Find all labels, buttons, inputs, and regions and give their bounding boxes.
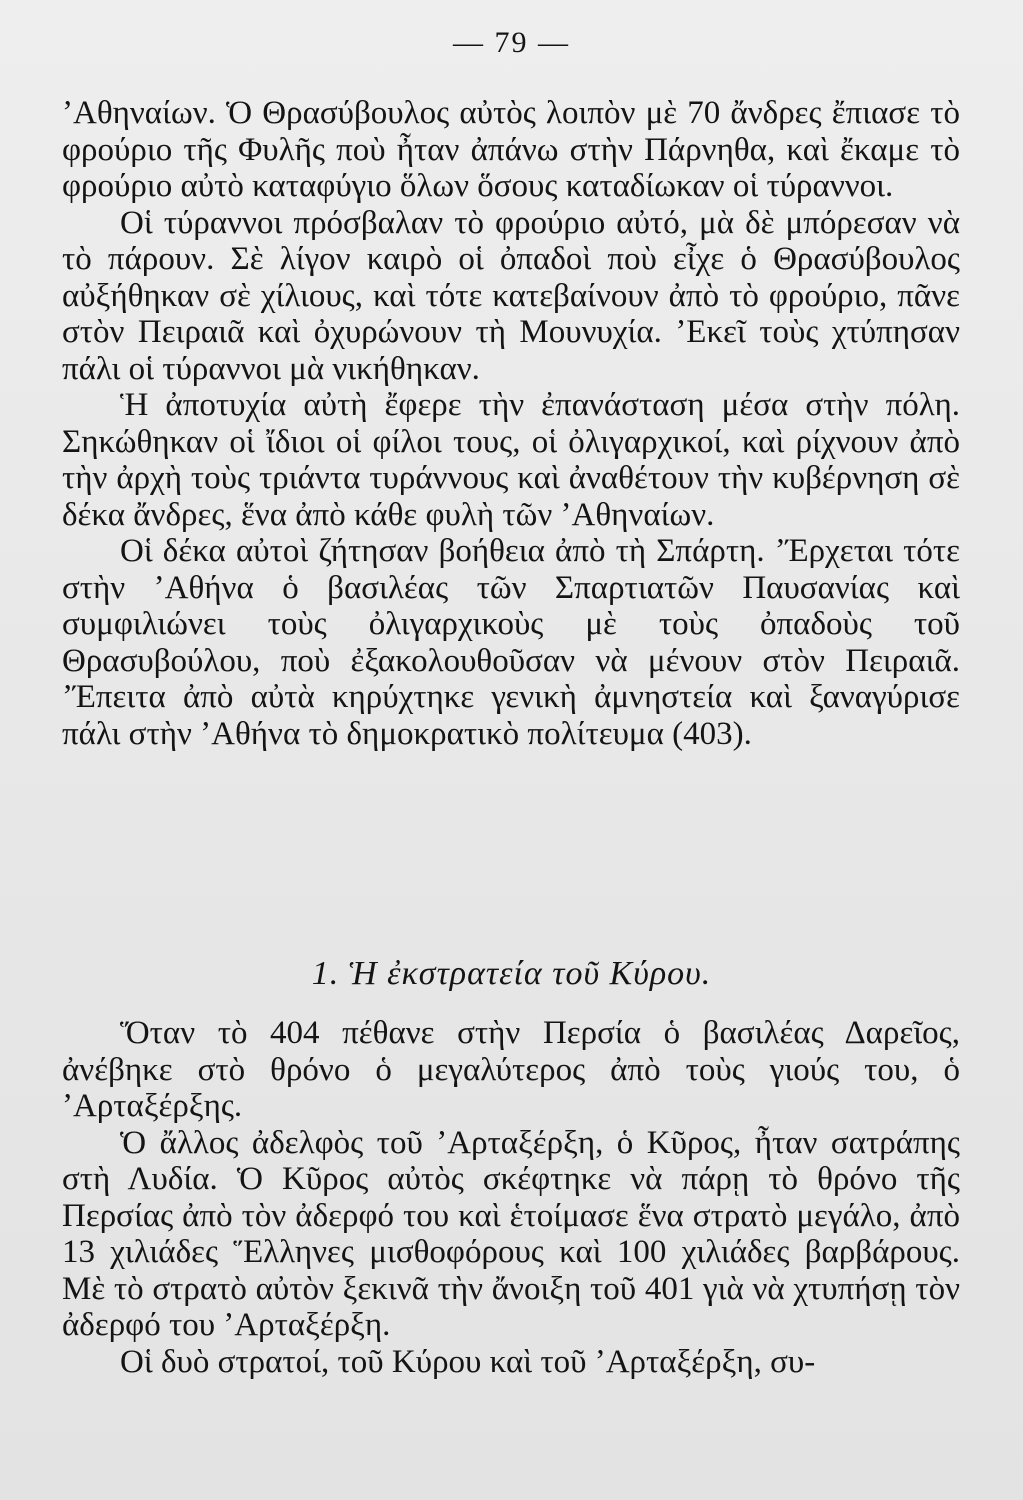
paragraph: Οἱ δέκα αὐτοὶ ζήτησαν βοήθεια ἀπὸ τὴ Σπάρτη. ʼΈρχεται τότε στὴν ʼΑθήνα ὁ βασιλέας τῶν Σπαρτιατῶν Παυσανίας καὶ συμφιλιώνει τοὺς ὀλιγαρχικοὺς μὲ τοὺς ὀπαδοὺς τοῦ Θρασυβούλου, ποὺ ἐξακολουθοῦσαν νὰ μένουν στὸν Πειραιᾶ. ʼΈπειτα ἀπὸ αὐτὰ κηρύχτηκε γενικὴ ἀμνηστεία καὶ ξαναγύρισε πάλι στὴν ʼΑθήνα τὸ δημοκρατικὸ πολίτευμα (403). xyxy=(62,533,960,752)
text-block-top xyxy=(62,95,960,752)
text-block-bottom xyxy=(62,1015,960,1380)
paragraph: Ὁ ἄλλος ἀδελφὸς τοῦ ʼΑρταξέρξη, ὁ Κῦρος, ἦταν σατράπης στὴ Λυδία. Ὁ Κῦρος αὐτὸς σκέφτηκε νὰ πάρῃ τὸ θρόνο τῆς Περσίας ἀπὸ τὸν ἀδερφό του καὶ ἑτοίμασε ἕνα στρατὸ μεγάλο, ἀπὸ 13 χιλιάδες Ἕλληνες μισθοφόρους καὶ 100 χιλιάδες βαρβάρους. Μὲ τὸ στρατὸ αὐτὸν ξεκινᾶ τὴν ἄνοιξη τοῦ 401 γιὰ νὰ χτυπήσῃ τὸν ἀδερφό του ʼΑρταξέρξη. xyxy=(62,1124,960,1343)
paragraph: Ἡ ἀποτυχία αὐτὴ ἔφερε τὴν ἐπανάσταση μέσα στὴν πόλη. Σηκώθηκαν οἱ ἴδιοι οἱ φίλοι τους, οἱ ὀλιγαρχικοί, καὶ ρίχνουν ἀπὸ τὴν ἀρχὴ τοὺς τριάντα τυράννους καὶ ἀναθέτουν τὴν κυβέρνηση σὲ δέκα ἄνδρες, ἕνα ἀπὸ κάθε φυλὴ τῶν ʼΑθηναίων. xyxy=(62,387,960,533)
paragraph: Οἱ δυὸ στρατοί, τοῦ Κύρου καὶ τοῦ ʼΑρταξέρξη, συ- xyxy=(120,1343,816,1380)
paragraph: Ὅταν τὸ 404 πέθανε στὴν Περσία ὁ βασιλέας Δαρεῖος, ἀνέβηκε στὸ θρόνο ὁ μεγαλύτερος ἀπὸ τοὺς γιούς του, ὁ ʼΑρταξέρξης. xyxy=(62,1015,960,1124)
section-heading: 1. Ἡ ἐκστρατεία τοῦ Κύρου. xyxy=(311,955,712,992)
paragraph: Οἱ τύραννοι πρόσβαλαν τὸ φρούριο αὐτό, μὰ δὲ μπόρεσαν νὰ τὸ πάρουν. Σὲ λίγον καιρὸ οἱ ὀπαδοὶ ποὺ εἶχε ὁ Θρασύβουλος αὐξήθηκαν σὲ χίλιους, καὶ τότε κατεβαίνουν ἀπὸ τὸ φρούριο, πᾶνε στὸν Πειραιᾶ καὶ ὀχυρώνουν τὴ Μουνυχία. ʼΕκεῖ τοὺς χτύπησαν πάλι οἱ τύραννοι μὰ νικήθηκαν. xyxy=(62,204,960,387)
page-number: — 79 — xyxy=(453,26,570,59)
paragraph: ʼΑθηναίων. Ὁ Θρασύβουλος αὐτὸς λοιπὸν μὲ 70 ἄνδρες ἔπιασε τὸ φρούριο τῆς Φυλῆς ποὺ ἦταν ἀπάνω στὴν Πάρνηθα, καὶ ἔκαμε τὸ φρούριο αὐτὸ καταφύγιο ὅλων ὅσους καταδίωκαν οἱ τύραννοι. xyxy=(62,95,960,204)
